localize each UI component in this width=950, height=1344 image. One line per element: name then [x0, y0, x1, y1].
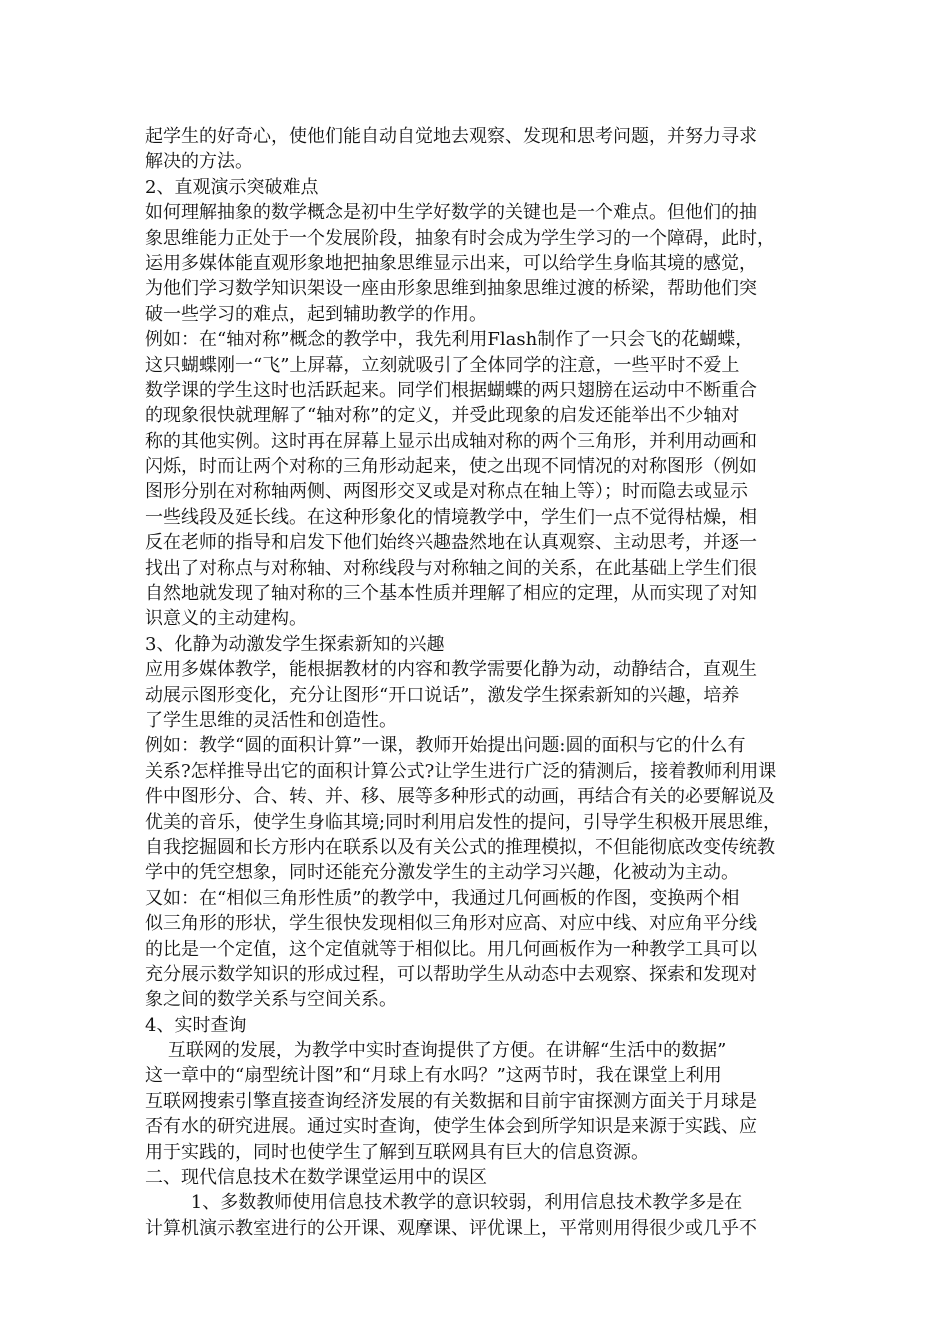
text-line: 图形分别在对称轴两侧、两图形交叉或是对称点在轴上等）；时而隐去或显示 [145, 481, 748, 503]
text-line: 充分展示数学知识的形成过程，可以帮助学生从动态中去观察、探索和发现对 [145, 963, 757, 985]
text-line: 计算机演示教室进行的公开课、观摩课、评优课上，平常则用得很少或几乎不 [145, 1217, 757, 1239]
text-line: 优美的音乐，使学生身临其境;同时利用启发性的提问，引导学生积极开展思维， [145, 811, 782, 833]
text-line: 的现象很快就理解了“轴对称”的定义，并受此现象的启发还能举出不少轴对 [145, 405, 740, 427]
text-line: 起学生的好奇心，使他们能自动自觉地去观察、发现和思考问题，并努力寻求 [145, 126, 757, 147]
text-line: 这只蝴蝶刚一“飞”上屏幕，立刻就吸引了全体同学的注意，一些平时不爱上 [145, 354, 740, 376]
text-line: 象之间的数学关系与空间关系。 [145, 989, 397, 1011]
text-line: 的比是一个定值，这个定值就等于相似比。用几何画板作为一种教学工具可以 [145, 938, 757, 960]
text-line: 关系?怎样推导出它的面积计算公式?让学生进行广泛的猜测后，接着教师利用课 [145, 760, 777, 782]
text-line: 破一些学习的难点，起到辅助教学的作用。 [145, 303, 487, 325]
text-line: 件中图形分、合、转、并、移、展等多种形式的动画，再结合有关的必要解说及 [145, 786, 775, 808]
text-line: 反在老师的指导和启发下他们始终兴趣盎然地在认真观察、主动思考，并逐一 [145, 532, 757, 554]
text-line: 例如：在“轴对称”概念的教学中，我先利用Flash制作了一只会飞的花蝴蝶， [145, 329, 754, 351]
text-line: 自我挖掘圆和长方形内在联系以及有关公式的推理模拟，不但能彻底改变传统教 [145, 836, 775, 858]
text-line: 运用多媒体能直观形象地把抽象思维显示出来，可以给学生身临其境的感觉， [145, 252, 757, 274]
text-line: 如何理解抽象的数学概念是初中生学好数学的关键也是一个难点。但他们的抽 [145, 202, 757, 224]
text-line: 找出了对称点与对称轴、对称线段与对称轴之间的关系，在此基础上学生们很 [145, 557, 757, 579]
text-line: 象思维能力正处于一个发展阶段，抽象有时会成为学生学习的一个障碍，此时， [145, 227, 775, 249]
text-line: 互联网搜索引擎直接查询经济发展的有关数据和目前宇宙探测方面关于月球是 [145, 1090, 757, 1112]
text-line: 识意义的主动建构。 [145, 608, 307, 630]
text-line: 又如：在“相似三角形性质”的教学中，我通过几何画板的作图，变换两个相 [145, 887, 740, 909]
text-line: 这一章中的“扇型统计图”和“月球上有水吗？”这两节时，我在课堂上利用 [145, 1065, 722, 1087]
text-line: 了学生思维的灵活性和创造性。 [145, 709, 397, 731]
section-heading: 2、直观演示突破难点 [145, 176, 319, 198]
text-line: 例如：教学“圆的面积计算”一课，教师开始提出问题:圆的面积与它的什么有 [145, 735, 746, 757]
text-line: 称的其他实例。这时再在屏幕上显示出成轴对称的两个三角形，并利用动画和 [145, 430, 757, 452]
text-line: 自然地就发现了轴对称的三个基本性质并理解了相应的定理，从而实现了对知 [145, 583, 757, 605]
text-line: 应用多媒体教学，能根据教材的内容和教学需要化静为动，动静结合，直观生 [145, 659, 757, 681]
text-line: 用于实践的，同时也使学生了解到互联网具有巨大的信息资源。 [145, 1141, 649, 1163]
text-line: 数学课的学生这时也活跃起来。同学们根据蝴蝶的两只翅膀在运动中不断重合 [145, 379, 757, 401]
section-heading: 4、实时查询 [145, 1014, 247, 1036]
section-heading: 3、化静为动激发学生探索新知的兴趣 [145, 633, 445, 655]
text-line: 动展示图形变化，充分让图形“开口说话”，激发学生探索新知的兴趣，培养 [145, 684, 740, 706]
text-line: 似三角形的形状，学生很快发现相似三角形对应高、对应中线、对应角平分线 [145, 913, 757, 935]
text-line: 一些线段及延长线。在这种形象化的情境教学中，学生们一点不觉得枯燥，相 [145, 506, 757, 528]
text-line: 为他们学习数学知识架设一座由形象思维到抽象思维过渡的桥梁，帮助他们突 [145, 278, 757, 300]
text-line: 互联网的发展，为教学中实时查询提供了方便。在讲解“生活中的数据” [145, 1040, 727, 1062]
text-line: 否有水的研究进展。通过实时查询，使学生体会到所学知识是来源于实践、应 [145, 1116, 757, 1138]
text-line: 闪烁，时而让两个对称的三角形动起来，使之出现不同情况的对称图形（例如 [145, 456, 757, 478]
document-body [145, 124, 805, 1241]
text-line: 学中的凭空想象，同时还能充分激发学生的主动学习兴趣，化被动为主动。 [145, 862, 739, 884]
section-heading: 二、现代信息技术在数学课堂运用中的误区 [145, 1167, 487, 1189]
text-line: 解决的方法。 [145, 151, 253, 173]
text-line: 1、多数教师使用信息技术教学的意识较弱，利用信息技术教学多是在 [145, 1192, 743, 1214]
